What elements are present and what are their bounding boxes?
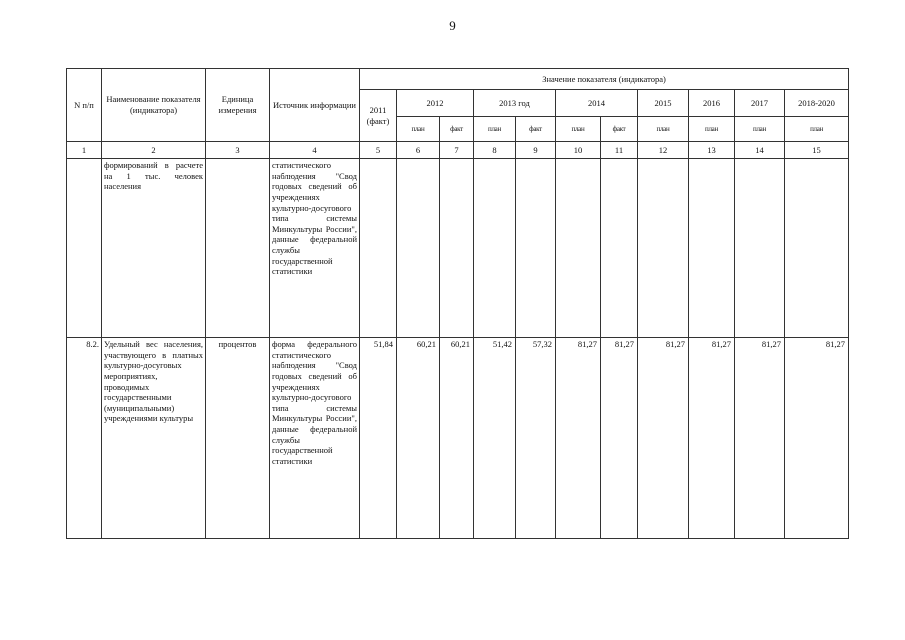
table-row [67, 338, 849, 539]
header-year-2014: 2014 [556, 90, 638, 117]
indicator-table [66, 68, 849, 539]
value-cell: 81,27 [638, 338, 689, 539]
indicator-name: формирований в расчете на 1 тыс. человек населения [102, 159, 206, 338]
header-year-2015: 2015 [638, 90, 689, 117]
value-cell [601, 159, 638, 338]
col-number: 3 [206, 142, 270, 159]
col-number: 12 [638, 142, 689, 159]
header-year-2018-2020: 2018-2020 [785, 90, 849, 117]
value-cell: 60,21 [440, 338, 474, 539]
header-2016-plan: план [689, 117, 735, 142]
column-numbers-row [67, 142, 849, 159]
col-number: 7 [440, 142, 474, 159]
col-number: 1 [67, 142, 102, 159]
row-number: 8.2. [67, 338, 102, 539]
value-cell [556, 159, 601, 338]
page-number: 9 [449, 18, 456, 33]
indicator-name: Удельный вес населения, участвующего в платных культурно-досуговых мероприятиях, проводимых государственными (муниципальными) учреждениями культуры [102, 338, 206, 539]
value-cell: 81,27 [601, 338, 638, 539]
header-value-group: Значение показателя (индикатора) [360, 69, 849, 90]
col-number: 10 [556, 142, 601, 159]
col-number: 13 [689, 142, 735, 159]
header-2014-fact: факт [601, 117, 638, 142]
value-cell [397, 159, 440, 338]
header-2018-plan: план [785, 117, 849, 142]
header-2015-plan: план [638, 117, 689, 142]
value-cell: 57,32 [516, 338, 556, 539]
header-year-2017: 2017 [735, 90, 785, 117]
header-year-2011: 2011 (факт) [360, 90, 397, 142]
header-source: Источник информации [270, 69, 360, 142]
header-row-1 [67, 69, 849, 90]
value-cell [440, 159, 474, 338]
col-number: 15 [785, 142, 849, 159]
col-number: 14 [735, 142, 785, 159]
value-cell [360, 159, 397, 338]
value-cell [785, 159, 849, 338]
col-number: 8 [474, 142, 516, 159]
value-cell: 81,27 [735, 338, 785, 539]
col-number: 4 [270, 142, 360, 159]
indicator-source: форма федерального статистического наблюдения "Свод годовых сведений об учреждениях культурно-досугового типа системы Минкультуры России", данные федеральной службы государственной статистики [270, 338, 360, 539]
value-cell [735, 159, 785, 338]
indicator-unit [206, 159, 270, 338]
header-2017-plan: план [735, 117, 785, 142]
value-cell [689, 159, 735, 338]
header-2012-fact: факт [440, 117, 474, 142]
value-cell [474, 159, 516, 338]
header-unit: Единица измерения [206, 69, 270, 142]
col-number: 2 [102, 142, 206, 159]
value-cell: 81,27 [689, 338, 735, 539]
value-cell: 60,21 [397, 338, 440, 539]
indicator-unit: процентов [206, 338, 270, 539]
header-year-2013: 2013 год [474, 90, 556, 117]
header-year-2016: 2016 [689, 90, 735, 117]
header-name: Наименование показателя (индикатора) [102, 69, 206, 142]
header-2013-plan: план [474, 117, 516, 142]
header-2012-plan: план [397, 117, 440, 142]
header-year-2012: 2012 [397, 90, 474, 117]
col-number: 6 [397, 142, 440, 159]
value-cell [638, 159, 689, 338]
table-row [67, 159, 849, 338]
col-number: 5 [360, 142, 397, 159]
indicator-source: статистического наблюдения "Свод годовых сведений об учреждениях культурно-досугового типа системы Минкультуры России", данные федеральной службы государственной статистики [270, 159, 360, 338]
value-cell: 51,42 [474, 338, 516, 539]
header-2013-fact: факт [516, 117, 556, 142]
col-number: 9 [516, 142, 556, 159]
value-cell: 81,27 [556, 338, 601, 539]
value-cell: 81,27 [785, 338, 849, 539]
row-number [67, 159, 102, 338]
value-cell: 51,84 [360, 338, 397, 539]
value-cell [516, 159, 556, 338]
col-number: 11 [601, 142, 638, 159]
header-no: N п/п [67, 69, 102, 142]
header-2014-plan: план [556, 117, 601, 142]
